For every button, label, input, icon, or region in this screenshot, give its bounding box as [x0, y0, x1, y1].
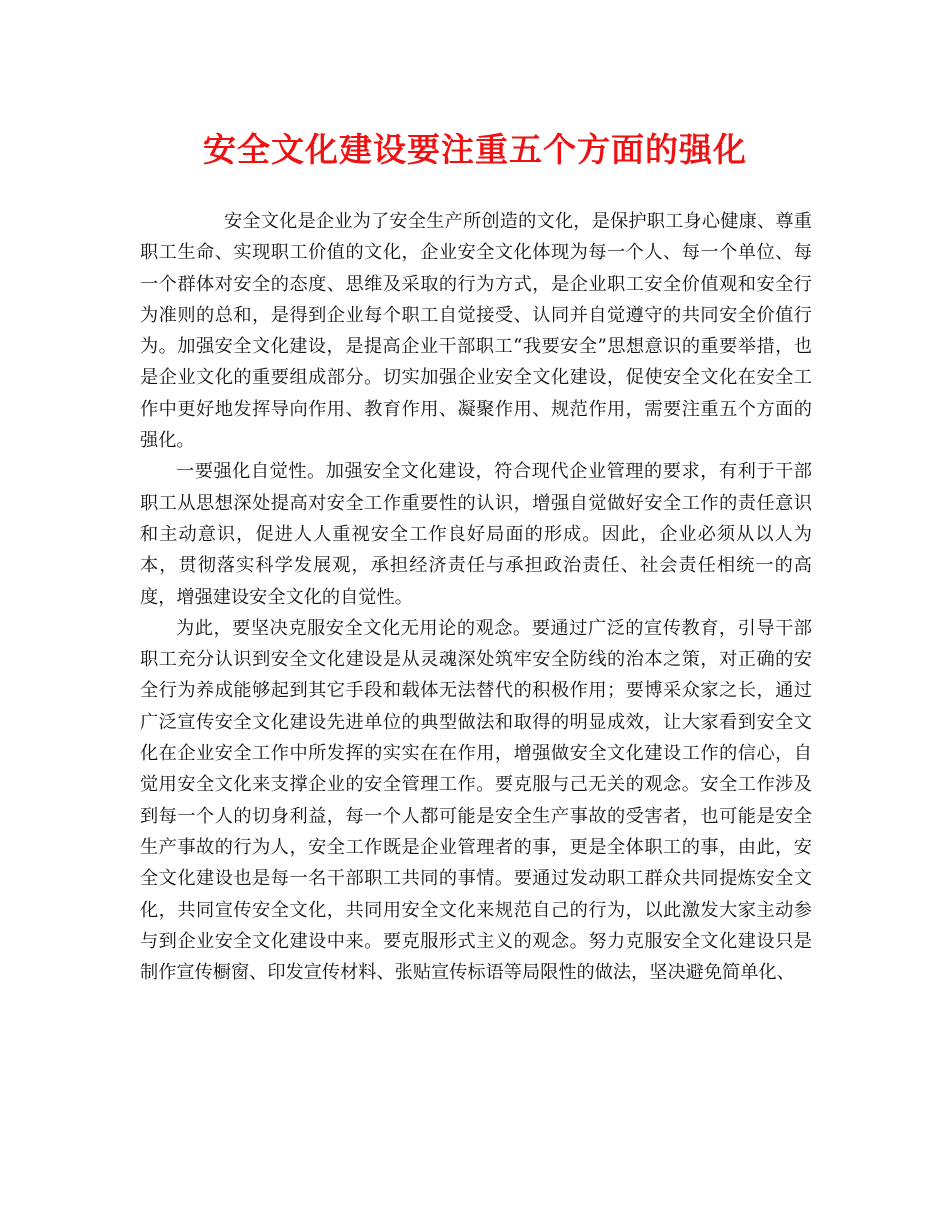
paragraph-first-point: 一要强化自觉性。加强安全文化建设，符合现代企业管理的要求，有利于干部职工从思想深处提高对安全工作重要性的认识，增强自觉做好安全工作的责任意识和主动意识，促进人人重视安全工作良好局面的形成。因此，企业必须从以人为本，贯彻落实科学发展观，承担经济责任与承担政治责任、社会责任相统一的高度，增强建设安全文化的自觉性。 [140, 461, 812, 608]
paragraph-intro: 安全文化是企业为了安全生产所创造的文化，是保护职工身心健康、尊重职工生命、实现职工价值的文化，企业安全文化体现为每一个人、每一个单位、每一个群体对安全的态度、思维及采取的行为方式，是企业职工安全价值观和安全行为准则的总和，是得到企业每个职工自觉接受、认同并自觉遵守的共同安全价值行为。加强安全文化建设，是提高企业干部职工“我要安全”思想意识的重要举措，也是企业文化的重要组成部分。切实加强企业安全文化建设，促使安全文化在安全工作中更好地发挥导向作用、教育作用、凝聚作用、规范作用，需要注重五个方面的强化。 [140, 211, 812, 452]
document-title: 安全文化建设要注重五个方面的强化 [203, 130, 747, 169]
paragraph-elaboration: 为此，要坚决克服安全文化无用论的观念。要通过广泛的宣传教育，引导干部职工充分认识到安全文化建设是从灵魂深处筑牢安全防线的治本之策，对正确的安全行为养成能够起到其它手段和载体无法替代的积极作用；要博采众家之长，通过广泛宣传安全文化建设先进单位的典型做法和取得的明显成效，让大家看到安全文化在企业安全工作中所发挥的实实在在作用，增强做安全文化建设工作的信心，自觉用安全文化来支撑企业的安全管理工作。要克服与己无关的观念。安全工作涉及到每一个人的切身利益，每一个人都可能是安全生产事故的受害者，也可能是安全生产事故的行为人，安全工作既是企业管理者的事，更是全体职工的事，由此，安全文化建设也是每一名干部职工共同的事情。要通过发动职工群众共同提炼安全文化，共同宣传安全文化，共同用安全文化来规范自己的行为，以此激发大家主动参与到企业安全文化建设中来。要克服形式主义的观念。努力克服安全文化建设只是制作宣传橱窗、印发宣传材料、张贴宣传标语等局限性的做法，坚决避免简单化、 [140, 617, 812, 984]
document-body [140, 206, 812, 988]
